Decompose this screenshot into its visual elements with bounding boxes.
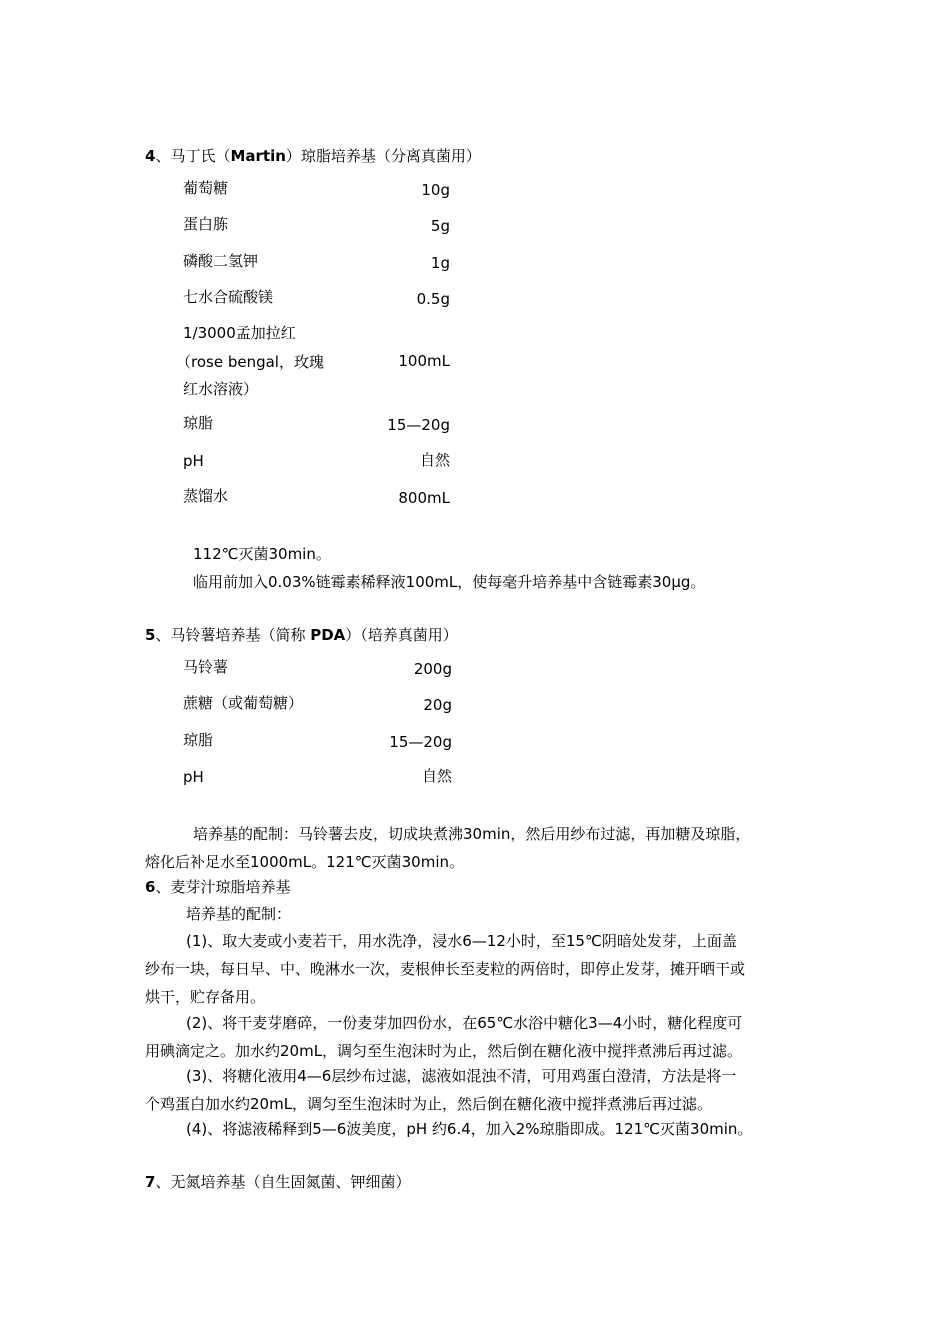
heading-text: ）（培养真菌用） [345, 626, 458, 644]
usage-note: 临用前加入0.03%链霉素稀释液100mL，使每毫升培养基中含链霉素30μg。 [193, 573, 706, 591]
ingredient-amount: 100mL [398, 352, 450, 370]
section-6-heading [145, 877, 290, 897]
sterilization-note: 112℃灭菌30min。 [193, 545, 331, 563]
ingredient-amount: 5g [430, 217, 450, 235]
ingredient-name-line: 红水溶液） [183, 380, 259, 398]
heading-text: 、马铃薯培养基（简称 [155, 626, 311, 644]
heading-text: ）琼脂培养基（分离真菌用） [285, 147, 481, 165]
prep-step-line: (4)、将滤液稀释到5—6波美度，pH 约6.4，加入2%琼脂即成。121℃灭菌30min。 [186, 1120, 753, 1138]
ingredient-name: 蔗糖（或葡萄糖） [183, 694, 304, 712]
ingredient-amount: 15—20g [387, 416, 450, 434]
prep-step-line: 烘干，贮存备用。 [145, 988, 266, 1006]
heading-bold-text: PDA [310, 626, 346, 644]
ingredient-name: 马铃薯 [183, 658, 229, 676]
ingredient-amount: 20g [423, 696, 452, 714]
ingredient-name: pH [183, 452, 204, 470]
ingredient-name: 蛋白胨 [183, 215, 229, 233]
section-number: 7 [145, 1173, 156, 1191]
ingredient-name: 七水合硫酸镁 [183, 288, 274, 306]
ingredient-name: 葡萄糖 [183, 179, 229, 197]
section-number: 6 [145, 878, 156, 896]
heading-text: 、无氮培养基（自生固氮菌、钾细菌） [155, 1173, 411, 1191]
section-number: 4 [145, 147, 156, 165]
ingredient-name: 琼脂 [183, 414, 214, 432]
heading-text: 、马丁氏（ [155, 147, 231, 165]
ingredient-amount: 1g [430, 254, 450, 272]
ingredient-name-line: 1/3000孟加拉红 [183, 324, 296, 342]
ingredient-amount: 自然 [421, 767, 452, 785]
ingredient-amount: 0.5g [416, 290, 450, 308]
ingredient-amount: 10g [421, 181, 450, 199]
heading-bold-text: Martin [230, 147, 286, 165]
prep-step-line: 个鸡蛋白加水约20mL，调匀至生泡沫时为止，然后倒在糖化液中搅拌煮沸后再过滤。 [145, 1095, 713, 1113]
ingredient-amount: 15—20g [389, 733, 452, 751]
ingredient-name: 琼脂 [183, 731, 214, 749]
ingredient-amount: 200g [413, 660, 452, 678]
prep-step-line: (3)、将糖化液用4—6层纱布过滤，滤液如混浊不清，可用鸡蛋白澄清，方法是将一 [186, 1067, 737, 1085]
prep-step-line: 用碘滴定之。加水约20mL，调匀至生泡沫时为止，然后倒在糖化液中搅拌煮沸后再过滤。 [145, 1042, 743, 1060]
section-7-heading [145, 1172, 410, 1192]
prep-heading: 培养基的配制： [186, 905, 292, 923]
heading-text: 、麦芽汁琼脂培养基 [155, 878, 291, 896]
ingredient-amount: 800mL [398, 489, 450, 507]
ingredient-name: pH [183, 768, 204, 786]
section-number: 5 [145, 626, 156, 644]
section-4-heading [145, 146, 481, 166]
prep-paragraph-line: 熔化后补足水至1000mL。121℃灭菌30min。 [145, 853, 464, 871]
ingredient-amount: 自然 [419, 451, 450, 469]
ingredient-name: 磷酸二氢钾 [183, 252, 259, 270]
prep-paragraph-line: 培养基的配制：马铃薯去皮，切成块煮沸30min，然后用纱布过滤，再加糖及琼脂， [193, 825, 751, 843]
prep-step-line: 纱布一块，每日早、中、晚淋水一次，麦根伸长至麦粒的两倍时，即停止发芽，摊开晒干或 [145, 960, 746, 978]
ingredient-name-line: （rose bengal，玫瑰 [176, 353, 324, 371]
section-5-heading [145, 625, 458, 645]
ingredient-name: 蒸馏水 [183, 487, 229, 505]
prep-step-line: (2)、将干麦芽磨碎，一份麦芽加四份水，在65℃水浴中糖化3—4小时，糖化程度可 [186, 1014, 743, 1032]
prep-step-line: (1)、取大麦或小麦若干，用水洗净，浸水6—12小时，至15℃阴暗处发芽，上面盖 [186, 932, 737, 950]
